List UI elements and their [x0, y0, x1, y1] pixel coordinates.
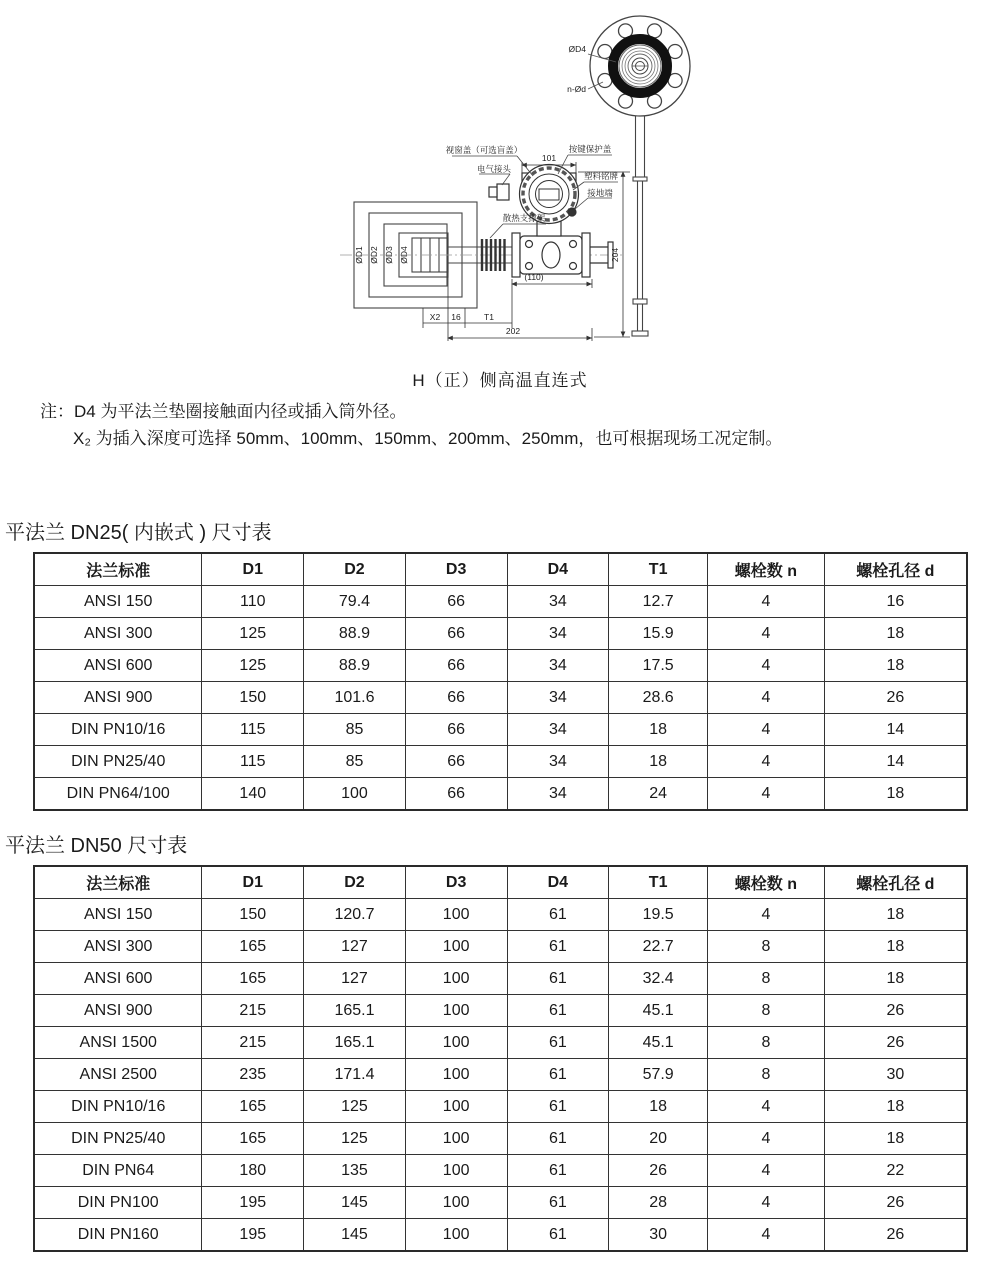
dn25-section [0, 516, 1000, 811]
d2-label: ØD2 [369, 246, 379, 264]
dimension-cell: 4 [708, 1219, 825, 1252]
dimension-cell: 215 [202, 995, 304, 1027]
drawing-canvas [0, 0, 1000, 358]
heat-sink-fins [482, 239, 505, 271]
flange-standard-cell: DIN PN64 [34, 1155, 202, 1187]
dimension-cell: 61 [507, 963, 609, 995]
dimension-cell: 150 [202, 682, 304, 714]
dimension-cell: 100 [405, 1155, 507, 1187]
dimension-cell: 34 [507, 618, 609, 650]
electrical-connector-label: 电气接头 [476, 164, 512, 174]
dimension-cell: 145 [304, 1219, 406, 1252]
note-block [40, 398, 1000, 452]
transmitter-head [489, 165, 579, 237]
dimension-cell: 4 [708, 746, 825, 778]
dimension-cell: 16 [824, 586, 967, 618]
dimension-cell: 15.9 [609, 618, 708, 650]
dimension-cell: 66 [405, 586, 507, 618]
dimension-cell: 18 [824, 963, 967, 995]
dimension-cell: 115 [202, 746, 304, 778]
dimension-cell: 18 [824, 650, 967, 682]
dimension-cell: 88.9 [304, 618, 406, 650]
column-header: D2 [304, 553, 406, 586]
dimension-cell: 18 [609, 746, 708, 778]
dimension-cell: 61 [507, 995, 609, 1027]
note-line2: X₂ 为插入深度可选择 50mm、100mm、150mm、200mm、250mm，也可根据现场工况定制。 [73, 429, 783, 448]
dim-202: 202 [505, 326, 521, 336]
dimension-cell: 4 [708, 650, 825, 682]
flange-standard-cell: ANSI 300 [34, 618, 202, 650]
column-header: T1 [609, 553, 708, 586]
dimension-cell: 215 [202, 1027, 304, 1059]
drawing-caption: H（正）侧高温直连式 [412, 371, 588, 390]
column-header: 螺栓数 n [708, 866, 825, 899]
header-row [34, 866, 967, 899]
dimension-cell: 85 [304, 714, 406, 746]
dimension-cell: 180 [202, 1155, 304, 1187]
dimension-cell: 18 [824, 618, 967, 650]
dimension-cell: 100 [405, 963, 507, 995]
table-row [34, 714, 967, 746]
dimension-cell: 4 [708, 1155, 825, 1187]
dimension-cell: 4 [708, 714, 825, 746]
flange-standard-cell: DIN PN10/16 [34, 1091, 202, 1123]
dimension-cell: 26 [824, 1027, 967, 1059]
dimension-cell: 66 [405, 682, 507, 714]
dimension-cell: 30 [824, 1059, 967, 1091]
dimension-cell: 66 [405, 746, 507, 778]
flange-standard-cell: ANSI 900 [34, 995, 202, 1027]
dimension-cell: 4 [708, 586, 825, 618]
dimension-cell: 4 [708, 682, 825, 714]
dimension-cell: 100 [405, 1091, 507, 1123]
flange-standard-cell: ANSI 150 [34, 586, 202, 618]
column-header: 螺栓孔径 d [824, 866, 967, 899]
dimension-cell: 100 [405, 1027, 507, 1059]
dimension-cell: 20 [609, 1123, 708, 1155]
sensor-body [512, 233, 613, 277]
table-row [34, 778, 967, 811]
dimension-cell: 165 [202, 963, 304, 995]
header-row [34, 553, 967, 586]
dimension-cell: 101.6 [304, 682, 406, 714]
dimension-cell: 18 [609, 714, 708, 746]
table-row [34, 1059, 967, 1091]
dimension-cell: 125 [202, 650, 304, 682]
table-row [34, 618, 967, 650]
table-row [34, 1091, 967, 1123]
dimension-cell: 22.7 [609, 931, 708, 963]
dimension-cell: 18 [824, 1123, 967, 1155]
table-row [34, 1027, 967, 1059]
column-header: 法兰标准 [34, 866, 202, 899]
dimension-cell: 26 [824, 682, 967, 714]
dimension-cell: 125 [304, 1123, 406, 1155]
plastic-nameplate-label: 塑料铭牌 [583, 171, 619, 181]
dimension-cell: 14 [824, 714, 967, 746]
bolt-holes-callout-label: n-Ød [567, 84, 586, 94]
dimension-cell: 165 [202, 1123, 304, 1155]
flange-standard-cell: ANSI 600 [34, 650, 202, 682]
dimension-cell: 34 [507, 746, 609, 778]
note-label: 注： [40, 402, 74, 421]
dimension-cell: 30 [609, 1219, 708, 1252]
dimension-cell: 165.1 [304, 995, 406, 1027]
probe-rod [632, 116, 648, 336]
dimension-cell: 66 [405, 778, 507, 811]
dimension-cell: 26 [824, 1187, 967, 1219]
column-header: D2 [304, 866, 406, 899]
d3-label: ØD3 [384, 246, 394, 264]
dim-t1: T1 [484, 312, 494, 322]
dimension-cell: 4 [708, 1123, 825, 1155]
column-header: D4 [507, 553, 609, 586]
table-row [34, 995, 967, 1027]
dimension-cell: 100 [405, 995, 507, 1027]
dim-x2: X2 [429, 312, 441, 322]
dimension-cell: 4 [708, 618, 825, 650]
flange-standard-cell: DIN PN25/40 [34, 1123, 202, 1155]
dimension-cell: 100 [304, 778, 406, 811]
dimension-cell: 140 [202, 778, 304, 811]
dimension-cell: 32.4 [609, 963, 708, 995]
dimension-cell: 61 [507, 1091, 609, 1123]
dimension-cell: 61 [507, 1059, 609, 1091]
flange-front-view [590, 16, 690, 116]
dimension-cell: 4 [708, 899, 825, 931]
technical-drawing [0, 0, 1000, 390]
dimension-cell: 18 [824, 899, 967, 931]
dimension-cell: 125 [304, 1091, 406, 1123]
dimension-cell: 26 [824, 1219, 967, 1252]
table-row [34, 931, 967, 963]
dimension-cell: 115 [202, 714, 304, 746]
dimension-cell: 100 [405, 1123, 507, 1155]
dimension-cell: 135 [304, 1155, 406, 1187]
flange-standard-cell: ANSI 2500 [34, 1059, 202, 1091]
dimension-cell: 4 [708, 778, 825, 811]
dimension-cell: 127 [304, 931, 406, 963]
dimension-cell: 26 [824, 995, 967, 1027]
d4-label: ØD4 [399, 246, 409, 264]
dimension-cell: 18 [824, 778, 967, 811]
dim-204: 204 [610, 247, 620, 263]
dimension-cell: 8 [708, 1027, 825, 1059]
electrical-connector [489, 184, 509, 200]
flange-standard-cell: ANSI 300 [34, 931, 202, 963]
dimension-cell: 8 [708, 963, 825, 995]
dimension-cell: 18 [609, 1091, 708, 1123]
dn50-table-title: 平法兰 DN50 尺寸表 [5, 835, 188, 857]
dimension-cell: 100 [405, 931, 507, 963]
table-row [34, 1219, 967, 1252]
dimension-cell: 61 [507, 931, 609, 963]
dimension-cell: 28 [609, 1187, 708, 1219]
d4-callout-label: ØD4 [568, 44, 586, 54]
column-header: D4 [507, 866, 609, 899]
dimension-cell: 125 [202, 618, 304, 650]
dimension-cell: 66 [405, 714, 507, 746]
column-header: D1 [202, 553, 304, 586]
flange-standard-cell: DIN PN160 [34, 1219, 202, 1252]
dimension-cell: 26 [609, 1155, 708, 1187]
table-row [34, 682, 967, 714]
dimension-cell: 195 [202, 1187, 304, 1219]
dimension-cell: 61 [507, 1155, 609, 1187]
flange-standard-cell: ANSI 900 [34, 682, 202, 714]
dimension-cell: 45.1 [609, 995, 708, 1027]
dimension-cell: 100 [405, 1059, 507, 1091]
dimension-cell: 66 [405, 618, 507, 650]
dimension-cell: 8 [708, 1059, 825, 1091]
table-row [34, 1187, 967, 1219]
dimension-cell: 100 [405, 899, 507, 931]
dimension-cell: 100 [405, 1187, 507, 1219]
column-header: T1 [609, 866, 708, 899]
heat-support-label: 散热支撑架 [502, 213, 546, 223]
flange-standard-cell: DIN PN10/16 [34, 714, 202, 746]
dimension-cell: 22 [824, 1155, 967, 1187]
dimension-cell: 4 [708, 1187, 825, 1219]
keypad-cover-label: 按键保护盖 [568, 144, 612, 154]
dimension-cell: 85 [304, 746, 406, 778]
dn25-table-title: 平法兰 DN25( 内嵌式 ) 尺寸表 [5, 522, 272, 544]
dimension-cell: 34 [507, 682, 609, 714]
dimension-cell: 34 [507, 714, 609, 746]
table-row [34, 963, 967, 995]
dimension-cell: 195 [202, 1219, 304, 1252]
dim-110: (110) [524, 272, 544, 282]
dimension-cell: 100 [405, 1219, 507, 1252]
dimension-cell: 61 [507, 1123, 609, 1155]
dimension-cell: 88.9 [304, 650, 406, 682]
dimension-cell: 57.9 [609, 1059, 708, 1091]
dimension-cell: 61 [507, 1027, 609, 1059]
dimension-cell: 61 [507, 1219, 609, 1252]
window-cover-label: 视窗盖（可选盲盖） [445, 145, 523, 155]
dimension-cell: 235 [202, 1059, 304, 1091]
dimension-cell: 17.5 [609, 650, 708, 682]
flange-standard-cell: ANSI 600 [34, 963, 202, 995]
dimension-cell: 28.6 [609, 682, 708, 714]
dn50-section [0, 829, 1000, 1252]
dimension-cell: 145 [304, 1187, 406, 1219]
ground-terminal-label: 接地端 [587, 188, 613, 198]
table-row [34, 586, 967, 618]
dimension-cell: 34 [507, 778, 609, 811]
dimension-cell: 8 [708, 995, 825, 1027]
dimension-cell: 61 [507, 1187, 609, 1219]
dimension-cell: 12.7 [609, 586, 708, 618]
flange-standard-cell: ANSI 1500 [34, 1027, 202, 1059]
dimension-cell: 66 [405, 650, 507, 682]
column-header: D1 [202, 866, 304, 899]
dimension-cell: 150 [202, 899, 304, 931]
dimension-cell: 165 [202, 1091, 304, 1123]
dimension-cell: 127 [304, 963, 406, 995]
note-line1: D4 为平法兰垫圈接触面内径或插入筒外径。 [74, 402, 407, 421]
dimension-cell: 18 [824, 1091, 967, 1123]
column-header: D3 [405, 866, 507, 899]
column-header: 法兰标准 [34, 553, 202, 586]
dimension-cell: 18 [824, 931, 967, 963]
flange-standard-cell: DIN PN100 [34, 1187, 202, 1219]
dimension-cell: 4 [708, 1091, 825, 1123]
dimension-cell: 34 [507, 650, 609, 682]
dimension-cell: 165.1 [304, 1027, 406, 1059]
dimension-cell: 171.4 [304, 1059, 406, 1091]
ground-terminal [568, 208, 576, 216]
flange-standard-cell: DIN PN25/40 [34, 746, 202, 778]
dimension-cell: 120.7 [304, 899, 406, 931]
dimension-cell: 110 [202, 586, 304, 618]
dimension-cell: 165 [202, 931, 304, 963]
table-row [34, 746, 967, 778]
dn50-dimension-table [33, 865, 968, 1252]
dim-16: 16 [451, 312, 461, 322]
dimension-cell: 19.5 [609, 899, 708, 931]
dimension-cell: 8 [708, 931, 825, 963]
table-row [34, 899, 967, 931]
table-row [34, 1123, 967, 1155]
d1-label: ØD1 [354, 246, 364, 264]
dimension-cell: 14 [824, 746, 967, 778]
dim-101: 101 [541, 153, 557, 163]
dimension-cell: 45.1 [609, 1027, 708, 1059]
table-row [34, 650, 967, 682]
dimension-cell: 34 [507, 586, 609, 618]
column-header: D3 [405, 553, 507, 586]
column-header: 螺栓数 n [708, 553, 825, 586]
flange-standard-cell: ANSI 150 [34, 899, 202, 931]
dimension-cell: 61 [507, 899, 609, 931]
flange-standard-cell: DIN PN64/100 [34, 778, 202, 811]
dimension-cell: 24 [609, 778, 708, 811]
dimension-cell: 79.4 [304, 586, 406, 618]
table-row [34, 1155, 967, 1187]
column-header: 螺栓孔径 d [824, 553, 967, 586]
dn25-dimension-table [33, 552, 968, 811]
